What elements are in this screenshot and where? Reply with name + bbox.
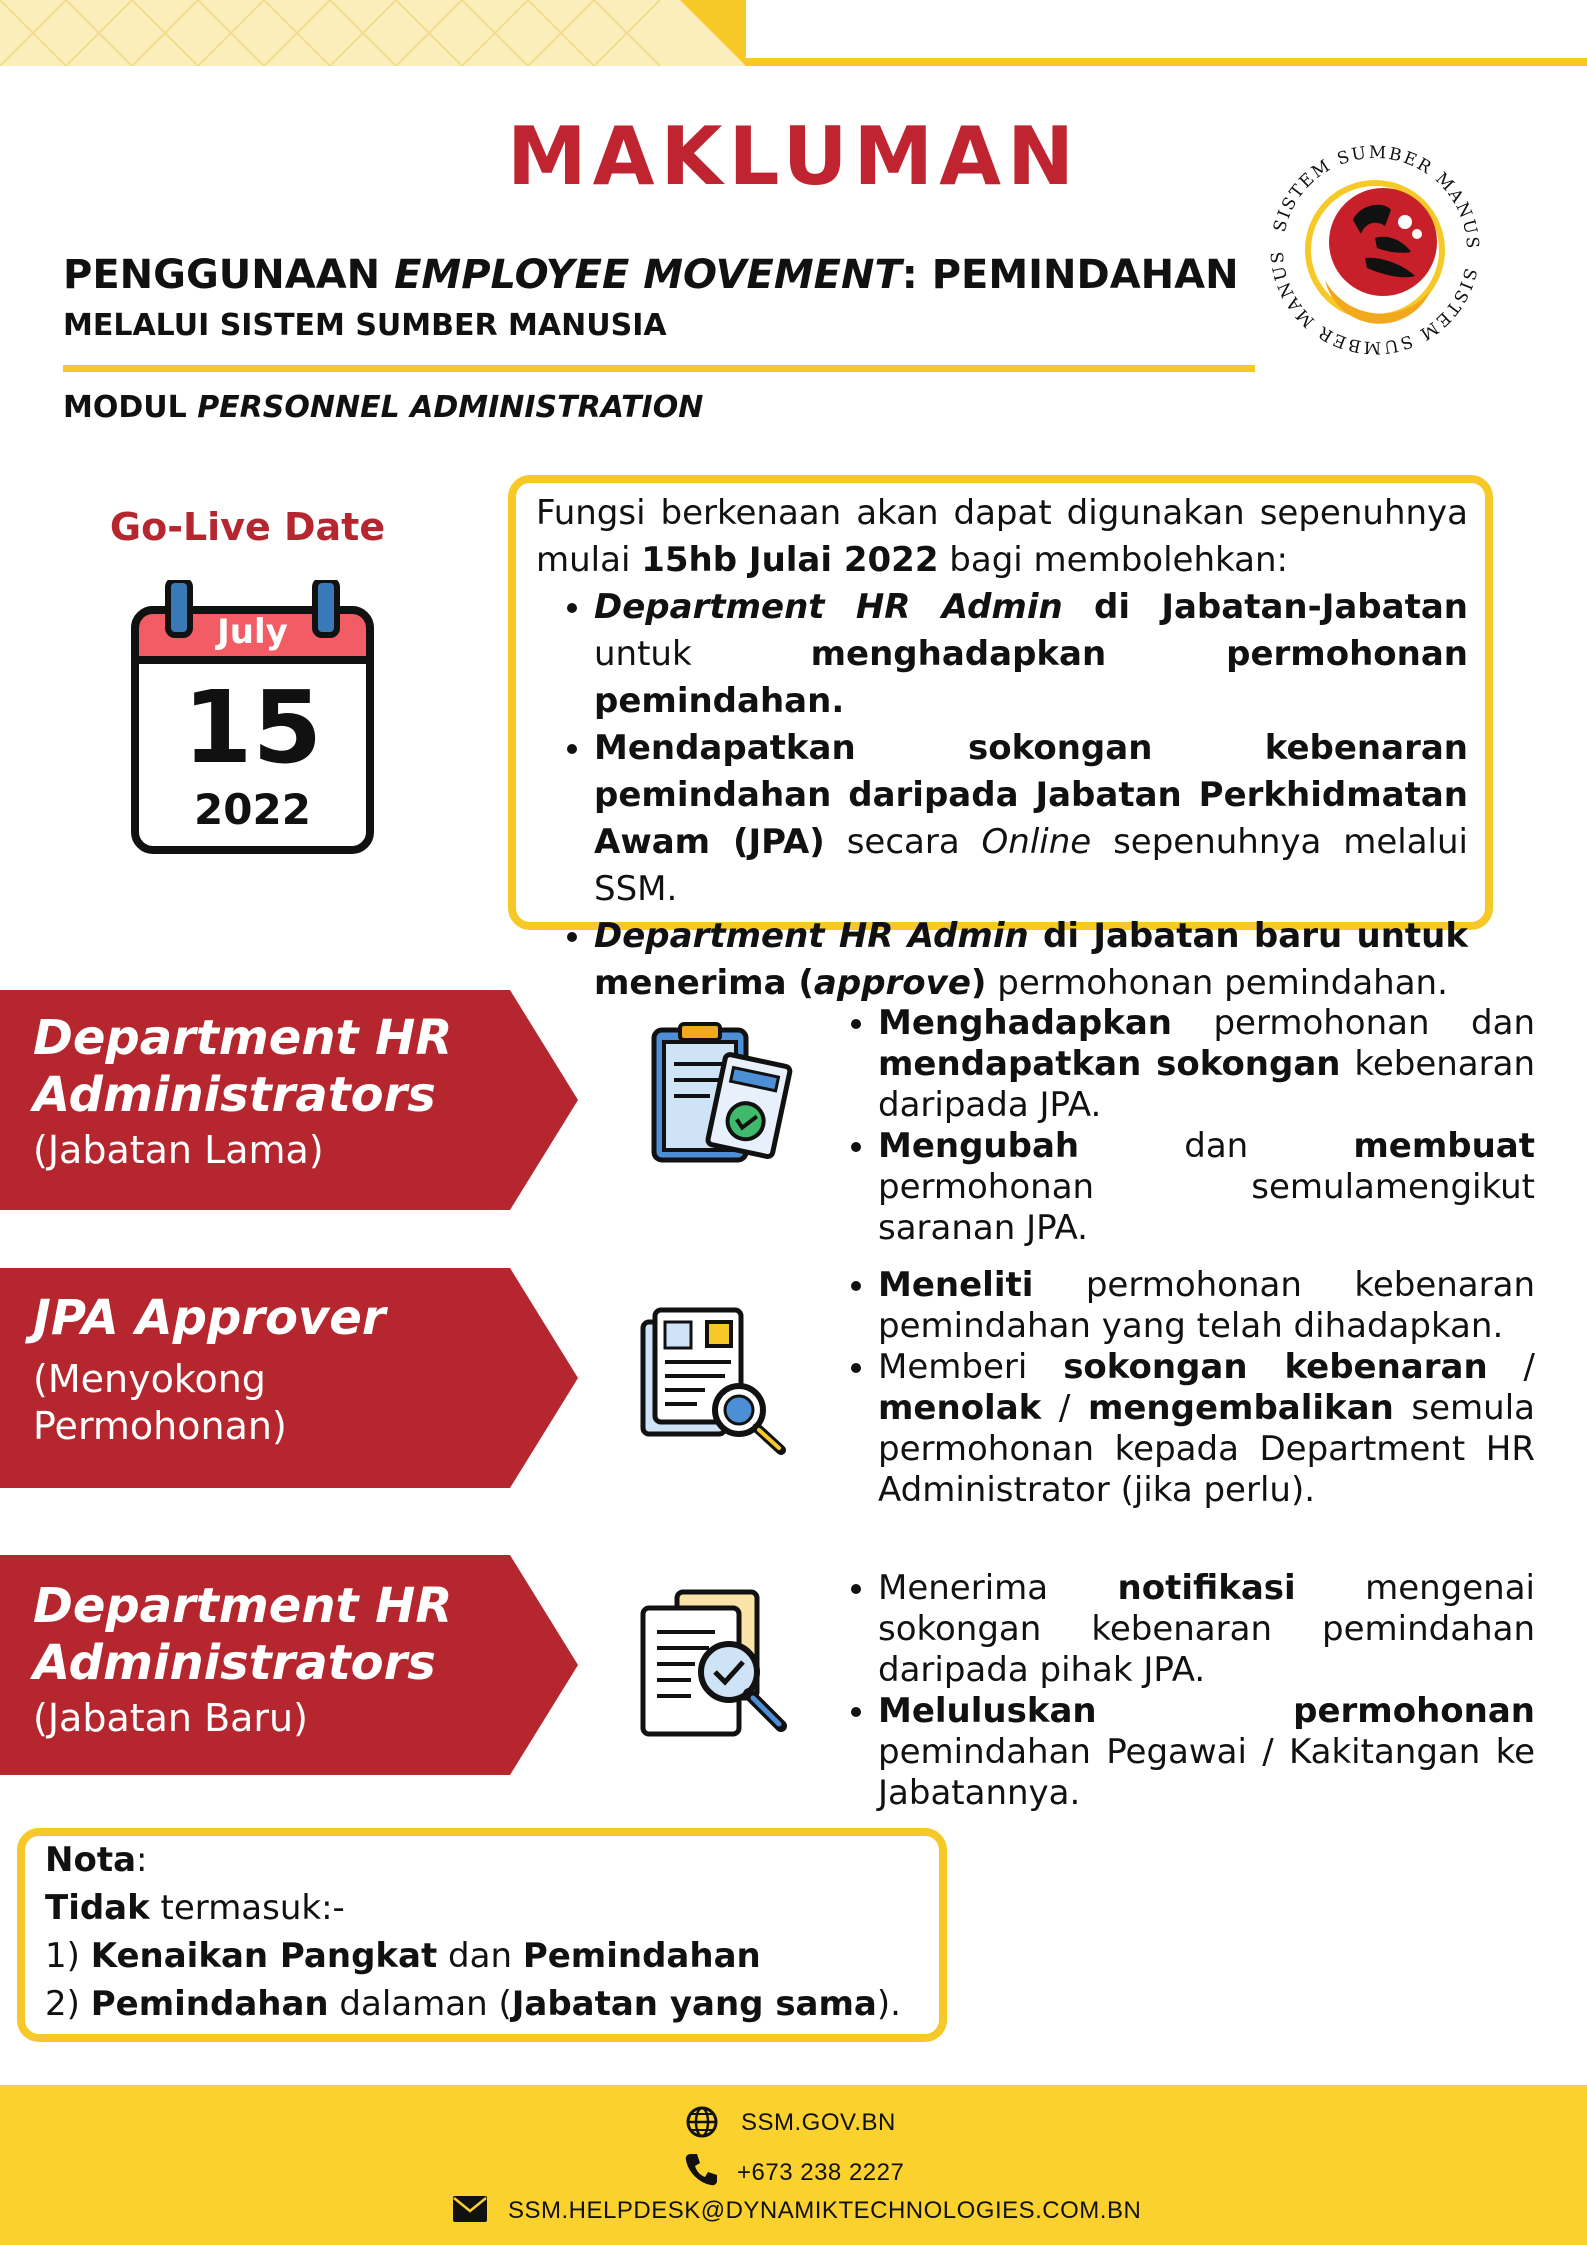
- info-intro: Fungsi berkenaan akan dapat digunakan sepenuhnya mulai 15hb Julai 2022 bagi membolehkan:: [536, 493, 1468, 580]
- phone-icon: [683, 2151, 719, 2187]
- nota-line: 1) Kenaikan Pangkat dan Pemindahan: [45, 1936, 761, 1976]
- subtitle-line2: MELALUI SISTEM SUMBER MANUSIA: [63, 308, 667, 343]
- calendar-day: 15: [182, 669, 323, 786]
- top-decorative-band: [0, 0, 745, 66]
- ssm-logo: [1255, 130, 1495, 370]
- footer-phone[interactable]: +673 238 2227: [737, 2159, 905, 2186]
- role-subtitle: (Jabatan Lama): [33, 1128, 324, 1172]
- list-item: • Meneliti permohonan kebenaran pemindahan yang telah dihadapkan.: [878, 1265, 1535, 1347]
- footer-website[interactable]: SSM.GOV.BN: [741, 2109, 896, 2136]
- list-item: • Meluluskan permohonan pemindahan Pegawai / Kakitangan ke Jabatannya.: [878, 1691, 1535, 1814]
- info-bullet-3: • Department HR Admin di Jabatan baru untuk menerima (approve) permohonan pemindahan.: [594, 913, 1468, 1007]
- mail-icon: [452, 2195, 488, 2223]
- list-item: • Mengubah dan membuat permohonan semulamengikut saranan JPA.: [878, 1126, 1535, 1249]
- calendar-month: July: [217, 612, 288, 652]
- subtitle-divider: [63, 365, 1255, 372]
- role-subtitle: (Jabatan Baru): [33, 1696, 308, 1740]
- role-banner-jpa-approver: [0, 1268, 580, 1488]
- top-triangle-decoration: [680, 0, 746, 66]
- nota-heading: Nota:: [45, 1840, 148, 1880]
- list-item: • Memberi sokongan kebenaran / menolak / mengembalikan semula permohonan kepada Department HR Administrator (jika perlu).: [878, 1347, 1535, 1511]
- globe-icon: [685, 2105, 719, 2139]
- logo-ring-text-top: SISTEM SUMBER MANUS: [1269, 142, 1483, 251]
- role-title: Department HR Administrators: [33, 1010, 453, 1123]
- list-item: • Menghadapkan permohonan dan mendapatkan sokongan kebenaran daripada JPA.: [878, 1003, 1535, 1126]
- nota-line: 2) Pemindahan dalaman (Jabatan yang sama).: [45, 1984, 901, 2024]
- info-bullet-1: • Department HR Admin di Jabatan-Jabatan untuk menghadapkan permohonan pemindahan.: [594, 584, 1468, 725]
- footer: [0, 2085, 1587, 2245]
- role-banner-hr-lama: [0, 990, 580, 1210]
- pattern-decoration: [0, 0, 745, 66]
- clipboard-check-icon: [640, 1020, 800, 1180]
- nota-line: Tidak termasuk:-: [45, 1888, 345, 1928]
- info-bullet-2: • Mendapatkan sokongan kebenaran pemindahan daripada Jabatan Perkhidmatan Awam (JPA) secara Online sepenuhnya melalui SSM.: [594, 725, 1468, 913]
- document-approve-icon: [635, 1588, 795, 1748]
- role-subtitle: (Menyokong Permohonan): [33, 1357, 287, 1448]
- list-item: • Menerima notifikasi mengenai sokongan kebenaran pemindahan daripada pihak JPA.: [878, 1568, 1535, 1691]
- subtitle: PENGGUNAAN EMPLOYEE MOVEMENT: PEMINDAHAN: [63, 252, 1239, 298]
- calendar-year: 2022: [194, 785, 311, 834]
- footer-email[interactable]: SSM.HELPDESK@DYNAMIKTECHNOLOGIES.COM.BN: [508, 2197, 1142, 2224]
- logo-ring-text-bottom: SISTEM SUMBER MANUS: [1267, 249, 1481, 358]
- document-search-icon: [635, 1300, 795, 1460]
- golive-label: Go-Live Date: [109, 505, 386, 549]
- role-description-jpa-approver: [840, 1265, 1535, 1511]
- role-title: Department HR Administrators: [33, 1578, 453, 1691]
- nota-text: [45, 1836, 925, 2028]
- role-banner-hr-baru: [0, 1555, 580, 1775]
- role-title: JPA Approver: [33, 1290, 386, 1346]
- module-label: MODUL PERSONNEL ADMINISTRATION: [63, 390, 704, 425]
- role-description-hr-lama: [840, 1003, 1535, 1249]
- role-description-hr-baru: [840, 1568, 1535, 1814]
- info-text: [536, 490, 1468, 1007]
- page-title: MAKLUMAN: [506, 110, 1081, 203]
- top-accent-line: [745, 58, 1587, 66]
